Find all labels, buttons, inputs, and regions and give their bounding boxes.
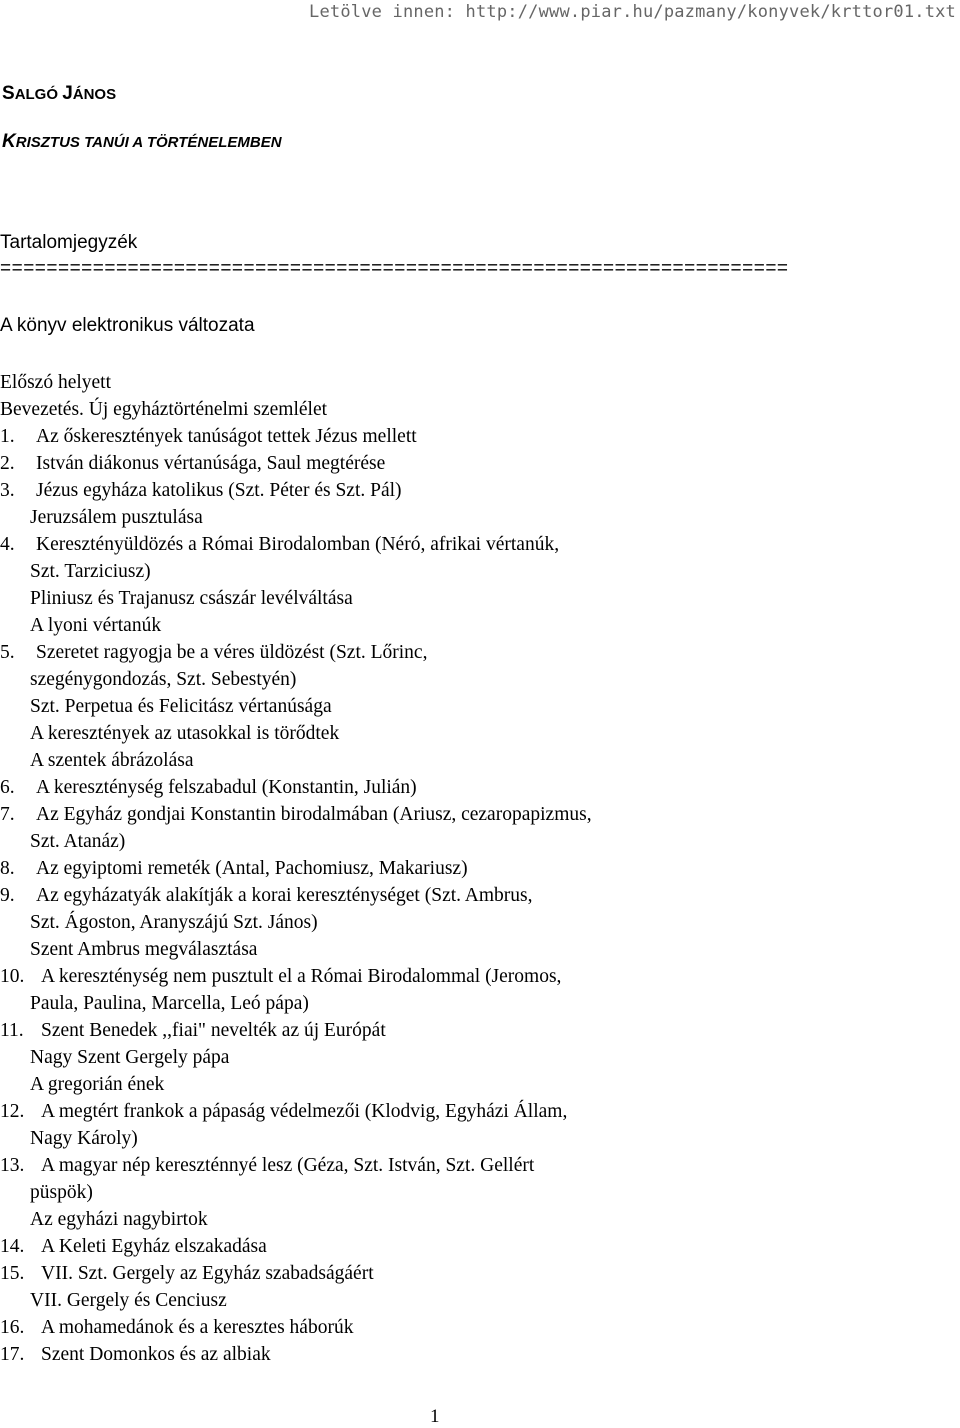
- toc-entry-text: Bevezetés. Új egyháztörténelmi szemlélet: [0, 399, 328, 420]
- toc-entry-number: 13.: [0, 1155, 25, 1176]
- toc-entry-number: 2.: [0, 453, 15, 474]
- toc-entry-number: 12.: [0, 1101, 25, 1122]
- toc-entry-text: Előszó helyett: [0, 372, 112, 393]
- toc-entry-text: Az egyházi nagybirtok: [30, 1209, 208, 1230]
- toc-entry-number: 9.: [0, 885, 15, 906]
- toc-entry-text: A kereszténység felszabadul (Konstantin, Julián): [36, 777, 417, 798]
- toc-entry-text: VII. Gergely és Cenciusz: [30, 1290, 227, 1311]
- toc-entry-text: Nagy Károly): [30, 1128, 138, 1149]
- toc-entry-text: Jeruzsálem pusztulása: [30, 507, 203, 528]
- toc-entry-text: Szt. Tarziciusz): [30, 561, 151, 582]
- toc-entry-text: Szent Benedek ,,fiai" nevelték az új Európát: [41, 1020, 386, 1041]
- toc-entry-text: A keresztények az utasokkal is törődtek: [30, 723, 340, 744]
- toc-entry-text: Szeretet ragyogja be a véres üldözést (Szt. Lőrinc,: [36, 642, 428, 663]
- toc-entry-number: 1.: [0, 426, 15, 447]
- toc-entry-number: 11.: [0, 1020, 24, 1041]
- separator-rule: ====================================================================: [0, 258, 789, 279]
- toc-entry-number: 17.: [0, 1344, 25, 1365]
- toc-entry-text: Az egyiptomi remeték (Antal, Pachomiusz, Makariusz): [36, 858, 468, 879]
- toc-entry-text: szegénygondozás, Szt. Sebestyén): [30, 669, 297, 690]
- toc-entry-text: A megtért frankok a pápaság védelmezői (Klodvig, Egyházi Állam,: [41, 1101, 568, 1122]
- toc-entry-number: 16.: [0, 1317, 25, 1338]
- toc-entry-text: István diákonus vértanúsága, Saul megtérése: [36, 453, 386, 474]
- toc-entry-number: 14.: [0, 1236, 25, 1257]
- toc-entry-number: 10.: [0, 966, 25, 987]
- author-name: SALGÓ JÁNOS: [2, 83, 117, 104]
- toc-entry-number: 6.: [0, 777, 15, 798]
- toc-entry-text: Szt. Ágoston, Aranyszájú Szt. János): [30, 912, 318, 933]
- toc-entry-text: A lyoni vértanúk: [30, 615, 162, 636]
- toc-entry-text: A gregorián ének: [30, 1074, 165, 1095]
- ebook-label: A könyv elektronikus változata: [0, 315, 255, 336]
- toc-entry-text: Az őskeresztények tanúságot tettek Jézus mellett: [36, 426, 417, 447]
- toc-heading: Tartalomjegyzék: [0, 232, 138, 253]
- toc-entry-number: 7.: [0, 804, 15, 825]
- toc-entry-text: Keresztényüldözés a Római Birodalomban (Néró, afrikai vértanúk,: [36, 534, 560, 555]
- toc-entry-text: A szentek ábrázolása: [30, 750, 194, 771]
- toc-entry-text: Paula, Paulina, Marcella, Leó pápa): [30, 993, 309, 1014]
- toc-entry-number: 3.: [0, 480, 15, 501]
- toc-entry-text: Szent Domonkos és az albiak: [41, 1344, 271, 1365]
- toc-entry-number: 15.: [0, 1263, 25, 1284]
- toc-entry-text: Az egyházatyák alakítják a korai kereszténységet (Szt. Ambrus,: [36, 885, 533, 906]
- toc-entry-text: Szent Ambrus megválasztása: [30, 939, 258, 960]
- toc-entry-text: Pliniusz és Trajanusz császár levélváltása: [30, 588, 353, 609]
- page-number: 1: [430, 1406, 440, 1427]
- toc-entry-number: 8.: [0, 858, 15, 879]
- toc-entry-text: A magyar nép kereszténnyé lesz (Géza, Szt. István, Szt. Gellért: [41, 1155, 535, 1176]
- toc-entry-text: Jézus egyháza katolikus (Szt. Péter és Szt. Pál): [36, 480, 402, 501]
- toc-entry-text: VII. Szt. Gergely az Egyház szabadságáért: [41, 1263, 374, 1284]
- toc-entry-text: püspök): [30, 1182, 93, 1203]
- book-title: KRISZTUS TANÚI A TÖRTÉNELEMBEN: [2, 131, 282, 152]
- toc-entry-text: Szt. Atanáz): [30, 831, 126, 852]
- toc-entry-text: Szt. Perpetua és Felicitász vértanúsága: [30, 696, 332, 717]
- toc-entry-number: 4.: [0, 534, 15, 555]
- toc-entry-text: Az Egyház gondjai Konstantin birodalmában (Ariusz, cezaropapizmus,: [36, 804, 592, 825]
- title-block: [2, 83, 282, 153]
- toc-entry-number: 5.: [0, 642, 15, 663]
- toc-entry-text: A mohamedánok és a keresztes háborúk: [41, 1317, 354, 1338]
- toc-entry-text: Nagy Szent Gergely pápa: [30, 1047, 230, 1068]
- toc-entry-text: A kereszténység nem pusztult el a Római Birodalommal (Jeromos,: [41, 966, 562, 987]
- toc-entry-text: A Keleti Egyház elszakadása: [41, 1236, 267, 1257]
- source-url: Letölve innen: http://www.piar.hu/pazmany/konyvek/krttor01.txt: [309, 2, 956, 22]
